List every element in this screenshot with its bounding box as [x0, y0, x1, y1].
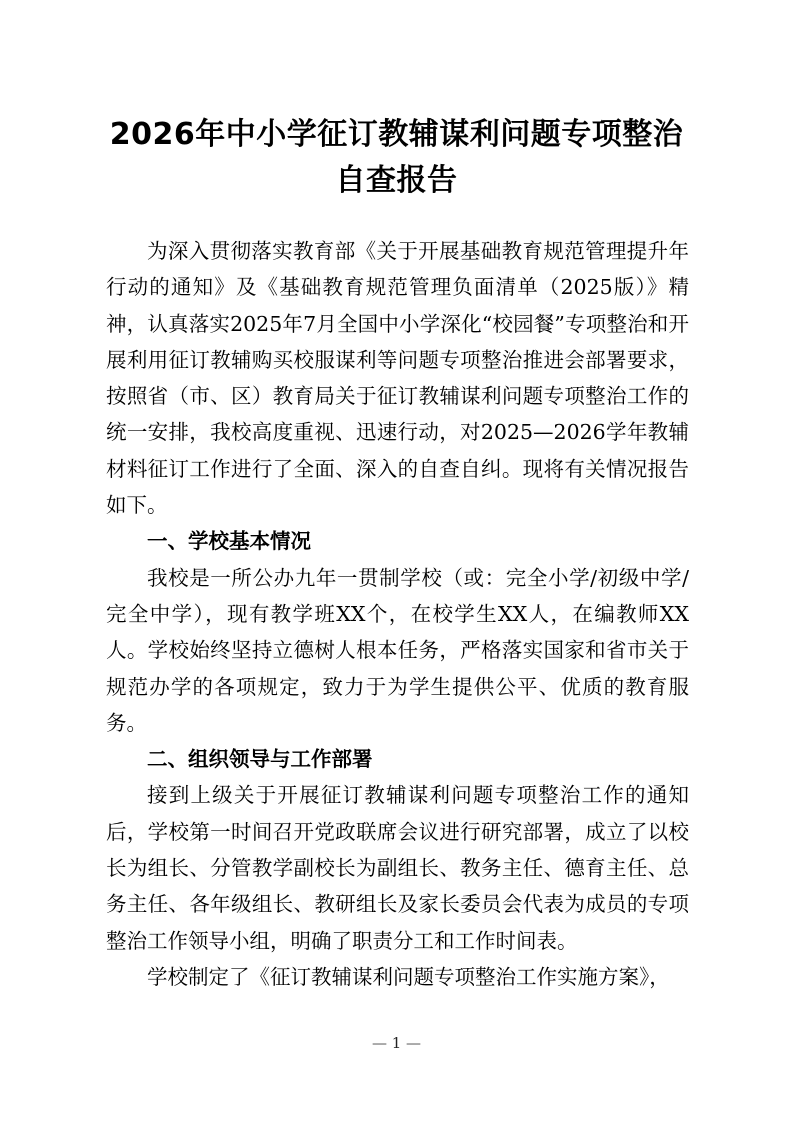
page-footer — [0, 1034, 793, 1052]
section-heading-organization: 二、组织领导与工作部署 — [147, 747, 373, 772]
page-number: 1 — [391, 1034, 402, 1052]
title-line-1: 2026年中小学征订教辅谋利问题专项整治 — [109, 117, 684, 152]
intro-paragraph: 为深入贯彻落实教育部《关于开展基础教育规范管理提升年行动的通知》及《基础教育规范管理负面清单（2025版）》精神，认真落实2025年7月全国中小学深化“校园餐”专项整治和开展利用征订教辅购买校服谋利等问题专项整治推进会部署要求，按照省（市、区）教育局关于征订教辅谋利问题专项整治工作的统一安排，我校高度重视、迅速行动，对2025—2026学年教辅材料征订工作进行了全面、深入的自查自纠。现将有关情况报告如下。 — [106, 239, 689, 518]
page-number-dash-right: — — [406, 1034, 422, 1052]
paragraph: 我校是一所公办九年一贯制学校（或：完全小学/初级中学/完全中学），现有教学班XX个，在校学生XX人，在编教师XX人。学校始终坚持立德树人根本任务，严格落实国家和省市关于规范办学的各项规定，致力于为学生提供公平、优质的教育服务。 — [106, 565, 689, 735]
page-number-dash-left: — — [371, 1034, 387, 1052]
title-line-2: 自查报告 — [335, 163, 458, 198]
document-body — [106, 233, 689, 995]
section-heading-basic-info: 一、学校基本情况 — [147, 529, 311, 554]
paragraph: 接到上级关于开展征订教辅谋利问题专项整治工作的通知后，学校第一时间召开党政联席会议进行研究部署，成立了以校长为组长、分管教学副校长为副组长、教务主任、德育主任、总务主任、各年级组长、教研组长及家长委员会代表为成员的专项整治工作领导小组，明确了职责分工和工作时间表。 — [106, 783, 689, 953]
document-title — [60, 112, 733, 204]
paragraph: 学校制定了《征订教辅谋利问题专项整治工作实施方案》， — [147, 964, 670, 989]
